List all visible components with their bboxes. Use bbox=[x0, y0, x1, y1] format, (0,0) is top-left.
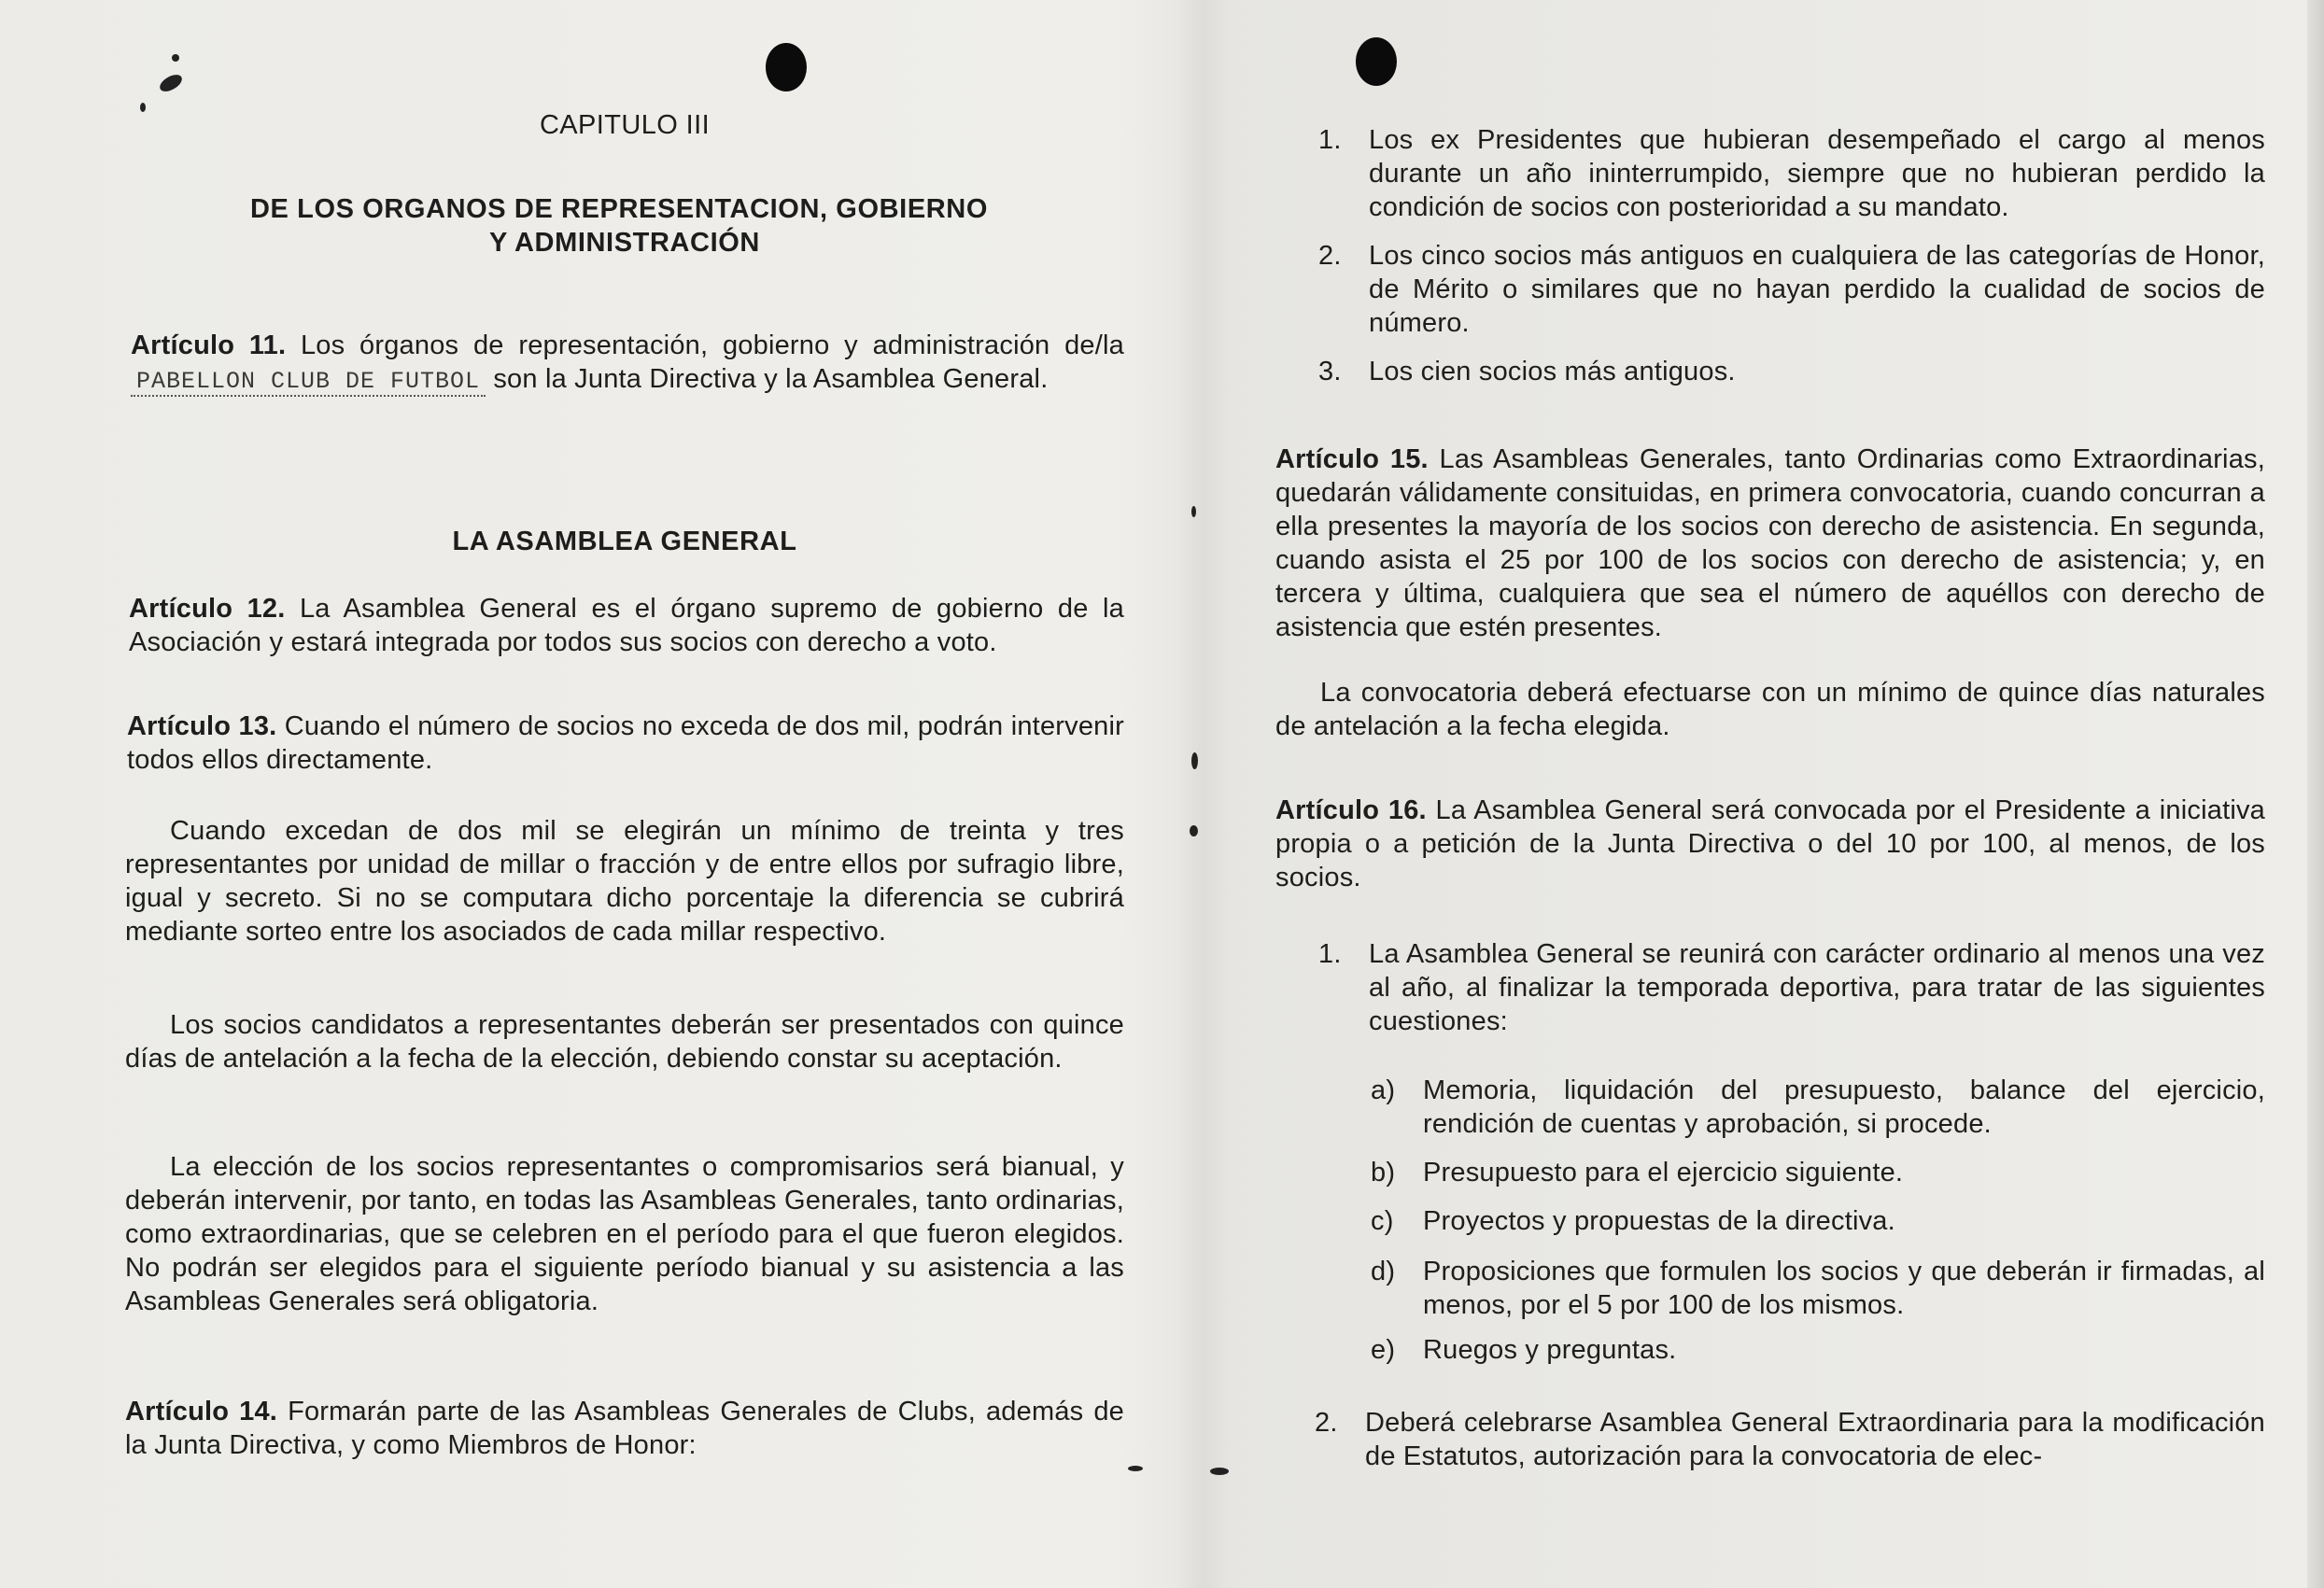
item-text: La Asamblea General se reunirá con carácter ordinario al menos una vez al año, al finalizar la temporada deportiva, para tratar de las siguientes cuestiones: bbox=[1369, 939, 2265, 1036]
article-12-text: La Asamblea General es el órgano supremo de gobierno de la Asociación y estará integrada por todos sus socios con derecho a voto. bbox=[129, 594, 1124, 657]
item-text: Deberá celebrarse Asamblea General Extraordinaria para la modificación de Estatutos, autorización para la convocatoria de elec- bbox=[1365, 1408, 2265, 1471]
sub-item-text: Memoria, liquidación del presupuesto, balance del ejercicio, rendición de cuentas y aprobación, si procede. bbox=[1423, 1075, 2265, 1139]
item-text: Los cinco socios más antiguos en cualquiera de las categorías de Honor, de Mérito o similares que no hayan perdido la cualidad de socios de número. bbox=[1369, 241, 2265, 338]
sub-item-letter: e) bbox=[1371, 1335, 1396, 1365]
article-label: Artículo 16. bbox=[1275, 795, 1427, 825]
article-label: Artículo 14. bbox=[125, 1397, 278, 1426]
ink-speck bbox=[157, 71, 185, 94]
sub-item-text: Proposiciones que formulen los socios y que deberán ir firmadas, al menos, por el 5 por 100 de los mismos. bbox=[1423, 1257, 2265, 1320]
article-15-paragraph-2: La convocatoria deberá efectuarse con un mínimo de quince días naturales de antelación a la fecha elegida. bbox=[1275, 678, 2265, 741]
sub-item-letter: d) bbox=[1371, 1257, 1396, 1286]
article-13 bbox=[127, 710, 1124, 777]
ink-speck bbox=[1190, 825, 1198, 836]
item-text: Los cien socios más antiguos. bbox=[1369, 357, 1736, 386]
ink-speck bbox=[1191, 752, 1198, 769]
sub-item-text: Proyectos y propuestas de la directiva. bbox=[1423, 1206, 1895, 1236]
article-11-text-b: son la Junta Directiva y la Asamblea General. bbox=[493, 364, 1049, 394]
article-label: Artículo 11. bbox=[131, 330, 287, 360]
list-item bbox=[1318, 937, 2265, 1038]
typed-club-name: PABELLON CLUB DE FUTBOL bbox=[131, 368, 486, 397]
article-13-text: Cuando el número de socios no exceda de dos mil, podrán intervenir todos ellos directamente. bbox=[127, 711, 1124, 775]
punch-hole-left bbox=[766, 43, 807, 91]
article-13-paragraph-2: Cuando excedan de dos mil se elegirán un mínimo de treinta y tres representantes por unidad de millar o fracción y de entre ellos por sufragio libre, igual y secreto. Si no se computara dicho porcentaje la diferencia se cubrirá mediante sorteo entre los asociados de cada millar respectivo. bbox=[125, 816, 1124, 947]
article-label: Artículo 15. bbox=[1275, 444, 1429, 474]
section-title-line1: DE LOS ORGANOS DE REPRESENTACION, GOBIERNO bbox=[249, 194, 989, 224]
sub-item bbox=[1371, 1156, 2265, 1189]
article-15 bbox=[1275, 443, 2265, 644]
item-number: 1. bbox=[1318, 125, 1342, 155]
ink-speck bbox=[172, 54, 179, 62]
article-label: Artículo 12. bbox=[129, 594, 286, 624]
chapter-title: CAPITULO III bbox=[539, 110, 711, 140]
list-item bbox=[1318, 355, 2265, 388]
list-item bbox=[1318, 239, 2265, 340]
article-15-text: Las Asambleas Generales, tanto Ordinarias como Extraordinarias, quedarán válidamente consituidas, en primera convocatoria, cuando concurran a ella presentes la mayoría de los socios con derecho de asistencia. En segunda, cuando asista el 25 por 100 de los socios con derecho de asistencia; y, en tercera y última, cualquiera que sea el número de aquéllos con derecho de asistencia que estén presentes. bbox=[1275, 444, 2265, 642]
sub-item-letter: b) bbox=[1371, 1158, 1396, 1187]
article-13-paragraph-4: La elección de los socios representantes o compromisarios será bianual, y deberán intervenir, por tanto, en todas las Asambleas Generales, tanto ordinarias, como extraordinarias, que se celebren en el período para el que fueron elegidos. No podrán ser elegidos para el siguiente período bianual y su asistencia a las Asambleas Generales será obligatoria. bbox=[125, 1152, 1124, 1316]
article-13-paragraph-3: Los socios candidatos a representantes deberán ser presentados con quince días de antelación a la fecha de la elección, debiendo constar su aceptación. bbox=[125, 1010, 1124, 1074]
page-edge bbox=[2307, 0, 2324, 1588]
article-11 bbox=[131, 329, 1124, 399]
list-item bbox=[1318, 123, 2265, 224]
article-16-text: La Asamblea General será convocada por el Presidente a iniciativa propia o a petición de la Junta Directiva o del 10 por 100, al menos, de los socios. bbox=[1275, 795, 2265, 892]
article-label: Artículo 13. bbox=[127, 711, 277, 741]
punch-hole-right bbox=[1356, 37, 1397, 86]
ink-speck bbox=[1128, 1466, 1143, 1471]
sub-item-letter: a) bbox=[1371, 1075, 1396, 1105]
sub-item bbox=[1371, 1333, 2265, 1367]
ink-speck bbox=[1191, 506, 1196, 517]
sub-item bbox=[1371, 1204, 2265, 1238]
sub-item-letter: c) bbox=[1371, 1206, 1394, 1236]
sub-item bbox=[1371, 1074, 2265, 1141]
item-number: 1. bbox=[1318, 939, 1342, 969]
sub-item-text: Ruegos y preguntas. bbox=[1423, 1335, 1677, 1365]
item-text: Los ex Presidentes que hubieran desempeñado el cargo al menos durante un año ininterrumpido, siempre que no hubieran perdido la condición de socios con posterioridad a su mandato. bbox=[1369, 125, 2265, 222]
sub-item bbox=[1371, 1255, 2265, 1322]
item-number: 2. bbox=[1318, 241, 1342, 271]
article-16 bbox=[1275, 794, 2265, 894]
article-12 bbox=[129, 592, 1124, 659]
item-number: 2. bbox=[1315, 1408, 1338, 1438]
section-title-line2: Y ADMINISTRACIÓN bbox=[489, 228, 760, 258]
page-fold bbox=[1175, 0, 1231, 1588]
list-item bbox=[1315, 1406, 2265, 1473]
article-14-text: Formarán parte de las Asambleas Generales de Clubs, además de la Junta Directiva, y como Miembros de Honor: bbox=[125, 1397, 1124, 1460]
asamblea-heading: LA ASAMBLEA GENERAL bbox=[452, 527, 797, 556]
item-number: 3. bbox=[1318, 357, 1342, 386]
article-11-text-a: Los órganos de representación, gobierno y administración de/la bbox=[300, 330, 1124, 360]
ink-speck bbox=[1210, 1468, 1229, 1475]
article-14 bbox=[125, 1395, 1124, 1462]
sub-item-text: Presupuesto para el ejercicio siguiente. bbox=[1423, 1158, 1904, 1187]
